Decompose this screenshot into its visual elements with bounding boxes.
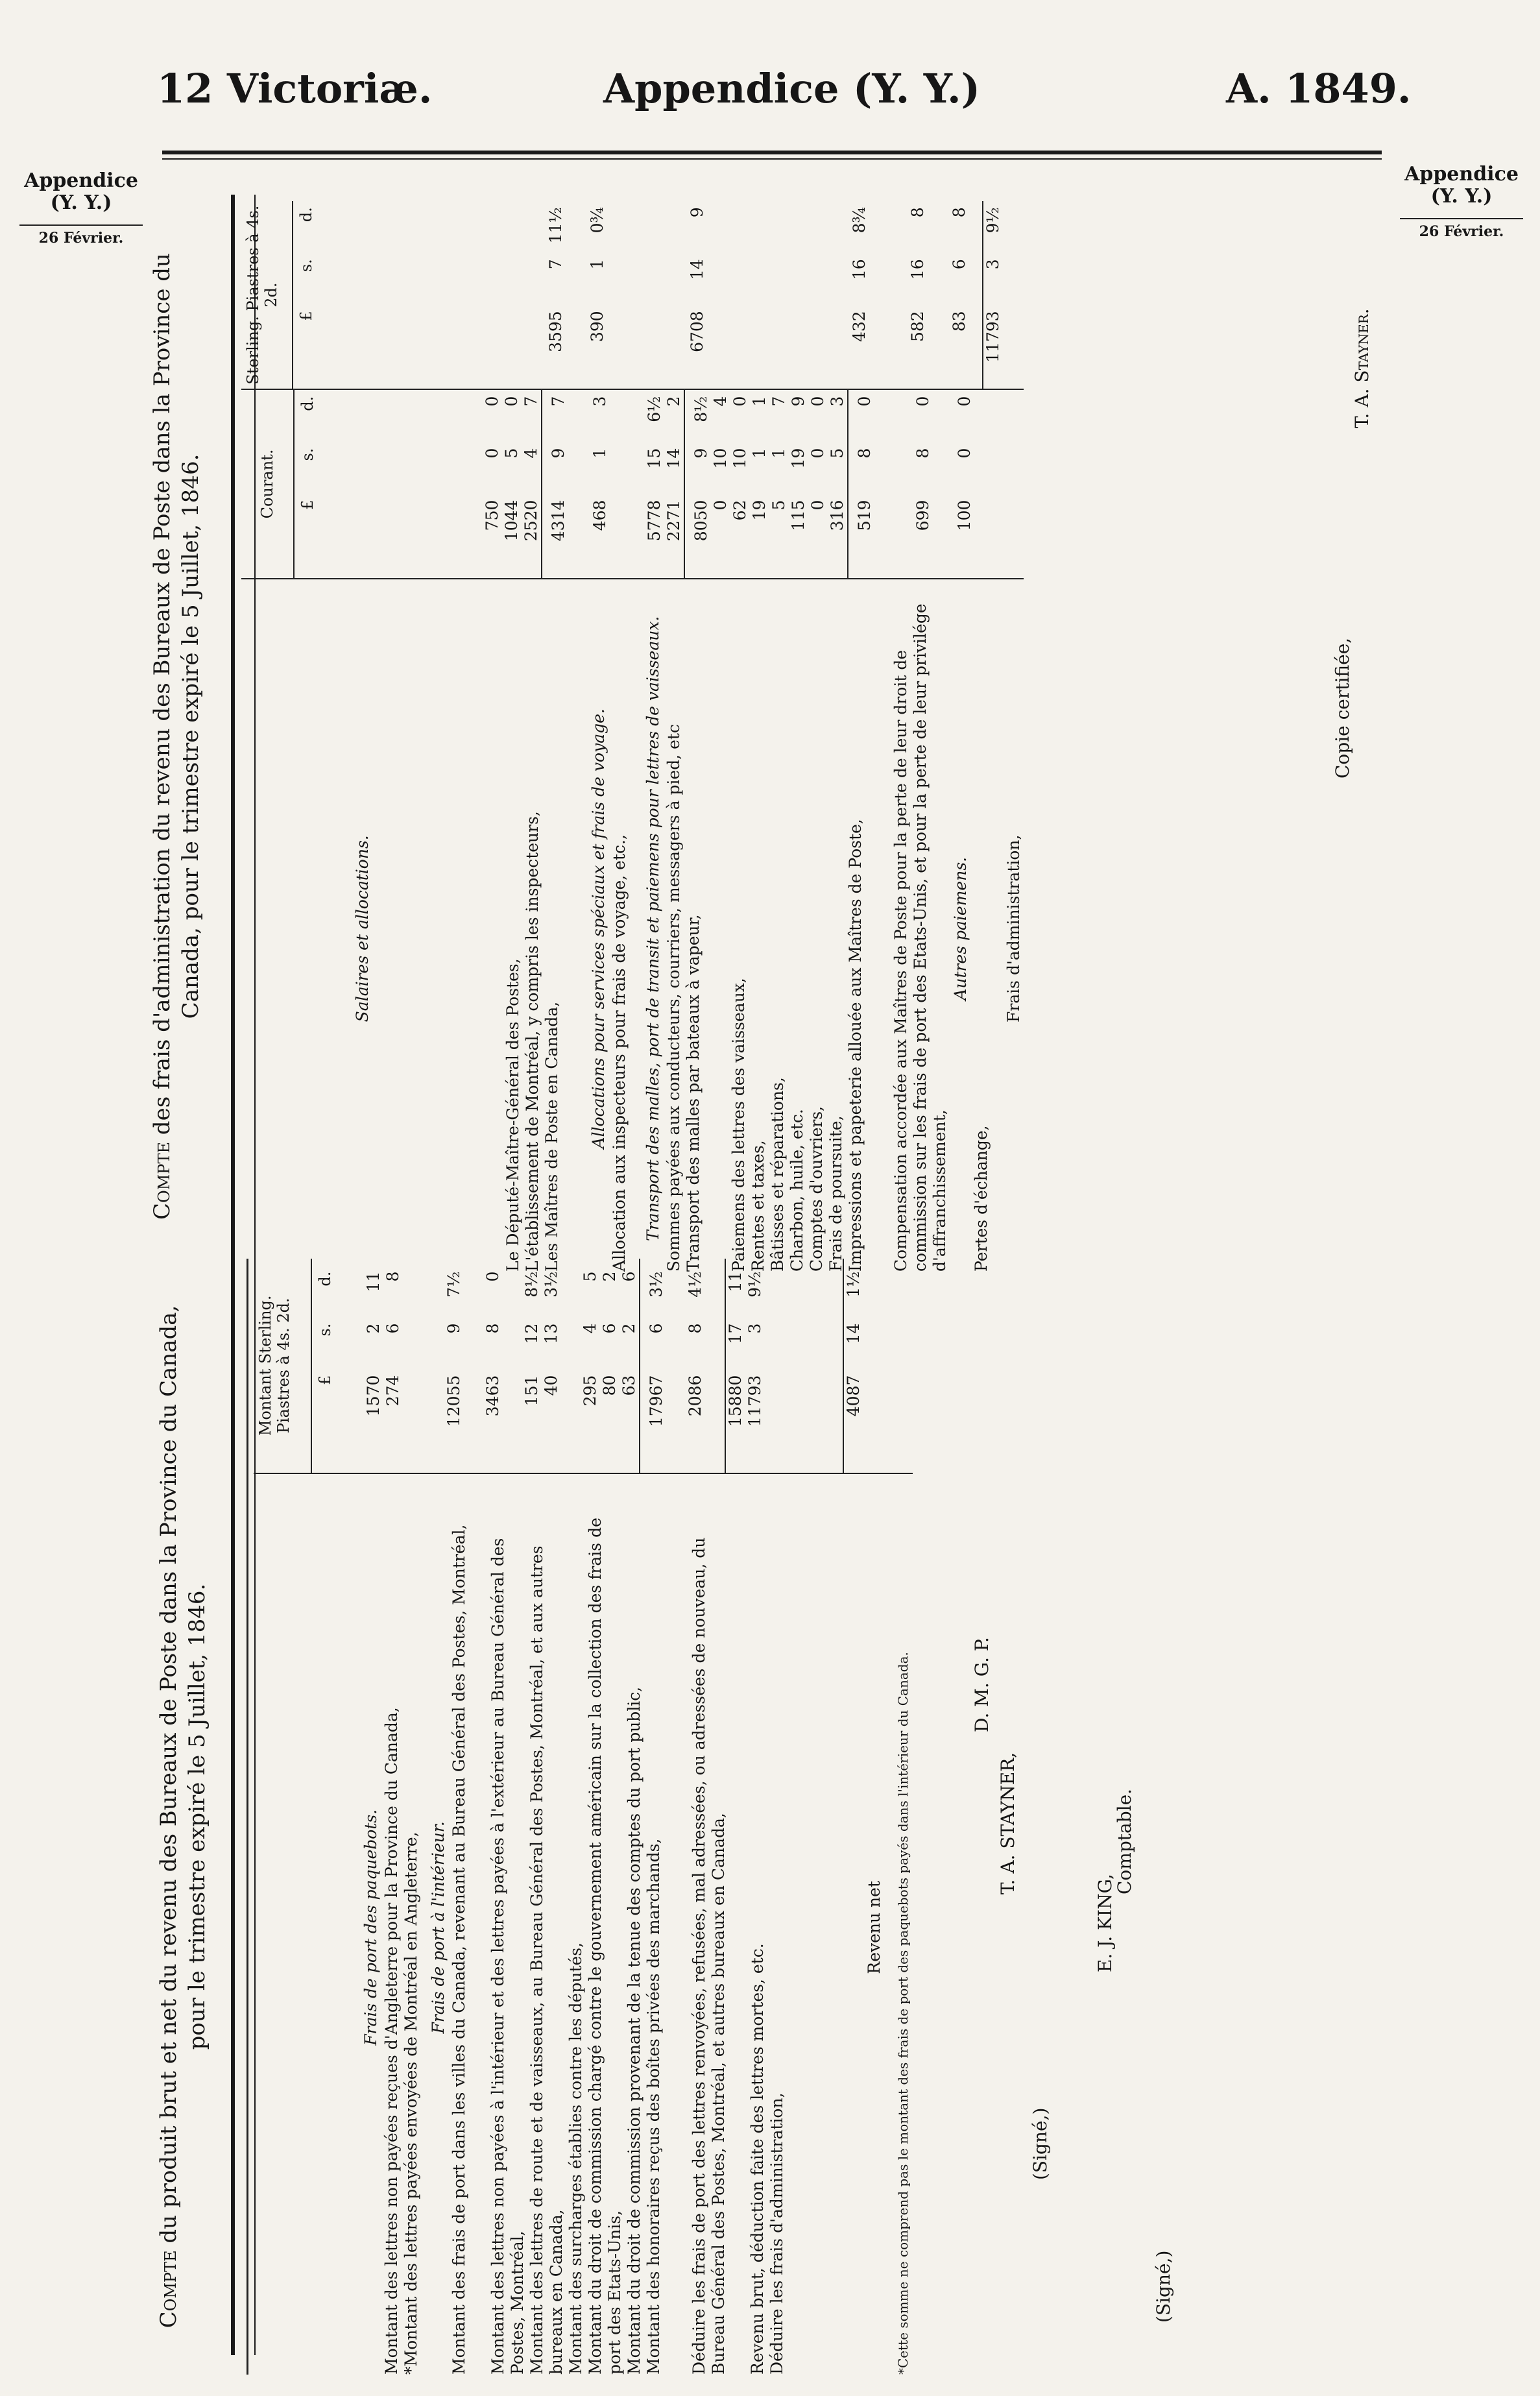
left-amt-4: 3463 8 0	[483, 1271, 502, 1417]
left-signer-1-name: E. J. KING,	[1094, 1874, 1116, 1972]
right-row-12: Frais de poursuite,	[826, 1115, 845, 1272]
left-footnote: *Cette somme ne comprend pas le montant des frais de port des paquebots payés dans l'intérieur du Canada.	[895, 1652, 911, 2375]
left-units: £ s. d.	[316, 1271, 334, 1385]
right-c-3: 2520 4 7	[522, 396, 540, 542]
right-c-14: 699 8 0	[913, 396, 932, 531]
right-row-7: Paiemens des lettres des vaisseaux,	[729, 978, 748, 1272]
left-amt-3: 12055 9 7½	[444, 1271, 463, 1427]
right-sterling-column	[241, 201, 1024, 390]
right-st-sub2: 6708 14 9	[688, 207, 706, 352]
header-center: Appendice (Y. Y.)	[603, 65, 980, 112]
right-section-heading-4: Autres paiemens.	[951, 856, 970, 1000]
right-units-sterling: £ s. d.	[297, 207, 315, 321]
left-amt-9: 63 2 6	[620, 1271, 638, 1396]
right-row-15: Pertes d'échange,	[972, 1125, 991, 1272]
left-signer-1-role: Comptable.	[1114, 1788, 1135, 1894]
header-rule-thin	[162, 158, 1382, 160]
right-account-body	[241, 201, 1085, 1272]
right-row-11: Comptes d'ouvriers,	[807, 1106, 826, 1272]
margin-right-date: 26 Février.	[1400, 218, 1523, 240]
right-courant-column	[241, 390, 1024, 579]
right-c-13: 316 5 3	[828, 396, 847, 531]
margin-left-date: 26 Février.	[19, 224, 143, 247]
right-section-heading-3: Transport des malles, port de transit et paiemens pour lettres de vaisseaux.	[644, 616, 662, 1241]
left-section-heading-2: Frais de port à l'intérieur.	[429, 1821, 448, 2034]
margin-right-code: (Y. Y.)	[1430, 185, 1493, 208]
left-row-5: Montant des lettres de route et de vaisseaux, au Bureau Général des Postes, Montréal, et aux autres bureaux en Canada,	[527, 1545, 566, 2375]
right-c-5: 5778 15 6½	[645, 396, 664, 542]
margin-left-code: (Y. Y.)	[50, 191, 112, 214]
left-spacer-3	[787, 1481, 865, 2375]
right-row-9: Bâtisses et réparations,	[768, 1077, 787, 1272]
left-amt-2: 274 6 8	[383, 1271, 402, 1407]
left-amt-deduct2: 11793 3 9½	[745, 1271, 764, 1427]
right-account-title: Compte des frais d'administration du revenu des Bureaux de Poste dans la Province du Canada, pour le trimestre expiré le 5 Juillet, 1846.	[149, 253, 204, 1220]
left-account-title: Compte du produit brut et net du revenu des Bureaux de Poste dans la Province du Canada, pour le trimestre expiré le 5 Juillet, 1846.	[156, 1305, 210, 2329]
left-account	[149, 1259, 1187, 2375]
left-signer-2-role: D. M. G. P.	[971, 1637, 993, 1732]
left-row-1: Montant des lettres non payées reçues d'Angleterre pour la Province du Canada,	[382, 1707, 401, 2375]
left-amt-6: 40 13 3½	[542, 1271, 560, 1396]
left-total-spacer	[664, 1481, 690, 2375]
header-rule-thick	[162, 151, 1382, 154]
header-right: A. 1849.	[1226, 65, 1412, 112]
left-signed-1: (Signé,)	[1153, 2250, 1174, 2323]
right-row-4: Allocation aux inspecteurs pour frais de voyage, etc.,	[610, 834, 629, 1272]
left-amt-deduct1: 2086 8 4½	[686, 1271, 704, 1417]
left-amt-5: 151 12 8½	[522, 1271, 541, 1407]
right-c-sub1: 4314 9 7	[541, 390, 568, 577]
left-amt-total: 17967 6 3½	[639, 1259, 666, 1473]
left-row-8: Montant du droit de commission provenant de la tenue des comptes du port public,	[625, 1686, 644, 2375]
right-c-10: 5 1 7	[769, 396, 788, 511]
left-row-7: Montant du droit de commission chargé contre le gouvernement américain sur la collection des frais de port des Etats-Unis,	[586, 1518, 624, 2375]
right-row-8: Rentes et taxes,	[749, 1140, 767, 1272]
right-section-heading-1: Salaires et allocations.	[353, 835, 372, 1023]
left-amt-1: 1570 2 11	[364, 1271, 383, 1417]
left-amt-7: 295 4 5	[581, 1271, 599, 1407]
right-row-3: Les Maîtres de Poste en Canada,	[542, 1001, 561, 1272]
right-desc-column	[241, 579, 1024, 1272]
left-spacer-2	[728, 1481, 748, 2375]
right-st-14: 582 16 8	[908, 207, 927, 342]
right-c-6: 2271 14 2	[664, 396, 683, 542]
left-signed-2: (Signé,)	[1029, 2107, 1051, 2180]
margin-right-label: Appendice	[1404, 163, 1519, 186]
right-units-courant: £ s. d.	[298, 396, 317, 510]
right-st-total: 11793 3 9½	[982, 201, 1003, 389]
right-row-5: Sommes payées aux conducteurs, courriers, messagers à pied, etc	[664, 724, 683, 1272]
right-col-courant: Courant.	[241, 390, 295, 577]
right-signature: T. A. Stayner.	[1351, 308, 1373, 428]
right-c-15: 100 0 0	[955, 396, 974, 531]
right-row-1: Le Député-Maître-Général des Postes,	[503, 958, 522, 1272]
left-row-3: Montant des frais de port dans les villes du Canada, revenant au Bureau Général des Postes, Montréal,	[450, 1524, 468, 2375]
left-amount-column	[254, 1259, 913, 1474]
right-st-4: 390 1 0¾	[588, 207, 607, 342]
left-signatures	[939, 1259, 1211, 2375]
right-c-2: 1044 5 0	[502, 396, 521, 542]
right-c-11: 115 19 9	[789, 396, 808, 531]
left-section-heading-1: Frais de port des paquebots.	[361, 1809, 380, 2046]
right-row-6: Transport des malles par bateaux à vapeur,	[684, 914, 703, 1272]
left-row-6: Montant des surcharges établies contre les députés,	[566, 1942, 585, 2375]
margin-note-right	[1400, 163, 1523, 240]
right-c-4: 468 1 3	[590, 396, 609, 531]
right-c-7: 0 10 4	[711, 396, 730, 511]
right-c-1: 750 0 0	[483, 396, 501, 531]
left-amt-gross: 15880 17 11	[725, 1259, 745, 1473]
right-col-sterling: Sterling. Piastres à 4s. 2d.	[241, 201, 293, 389]
right-c-sub2: 8050 9 8½	[684, 390, 711, 577]
left-row-2: *Montant des lettres payées envoyées de Montréal en Angleterre,	[402, 1832, 420, 2375]
left-net: Revenu net	[865, 1880, 884, 1974]
right-c-12: 0 0 0	[808, 396, 827, 511]
left-amt-8: 80 6 2	[600, 1271, 619, 1396]
margin-note-left	[19, 170, 143, 247]
right-row-13: Impressions et papeterie allouée aux Maîtres de Poste,	[846, 819, 865, 1272]
certified-copy: Copie certifiée,	[1332, 637, 1353, 779]
left-spacer-4	[884, 1481, 893, 2375]
left-row-9: Montant des honoraires reçus des boîtes privées des marchands,	[644, 1838, 663, 2375]
left-deduct-2: Déduire les frais d'administration,	[767, 2092, 786, 2375]
left-col-header: Montant Sterling. Piastres à 4s. 2d.	[254, 1259, 312, 1473]
right-st-sub3: 432 16 8¾	[850, 207, 869, 342]
right-row-14: Compensation accordée aux Maîtres de Poste pour la perte de leur droit de commission sur les frais de port des Etats-Unis, et pour la perte de leur privilége d'affranchissement,	[891, 603, 949, 1272]
header-left: 12 Victoriæ.	[157, 65, 433, 112]
right-section-heading-2: Allocations pour services spéciaux et frais de voyage.	[589, 708, 608, 1149]
right-total-label: Frais d'administration,	[1004, 834, 1023, 1023]
left-signer-2-name: T. A. STAYNER,	[997, 1752, 1018, 1894]
left-amt-net: 4087 14 1½	[843, 1259, 863, 1473]
right-c-8: 62 10 0	[730, 396, 749, 521]
left-gross: Revenu brut, déduction faite des lettres mortes, etc.	[748, 1943, 767, 2375]
right-st-15: 83 6 8	[950, 207, 969, 332]
right-row-2: L'établissement de Montréal, y compris les inspecteurs,	[523, 811, 542, 1272]
right-st-sub1: 3595 7 11½	[546, 207, 565, 352]
right-c-9: 19 1 1	[750, 396, 769, 521]
right-row-10: Charbon, huile, etc.	[788, 1109, 806, 1272]
right-c-sub3: 519 8 0	[847, 390, 874, 577]
left-row-4: Montant des lettres non payées à l'intérieur et des lettres payées à l'extérieur au Bureau Général des Postes, Montréal,	[488, 1538, 527, 2375]
margin-left-label: Appendice	[24, 169, 138, 192]
left-deduct-1: Déduire les frais de port des lettres renvoyées, refusées, mal adressées, ou adressées de nouveau, du Bureau Général des Postes, Montréal, et autres bureaux en Canada,	[690, 1537, 728, 2375]
